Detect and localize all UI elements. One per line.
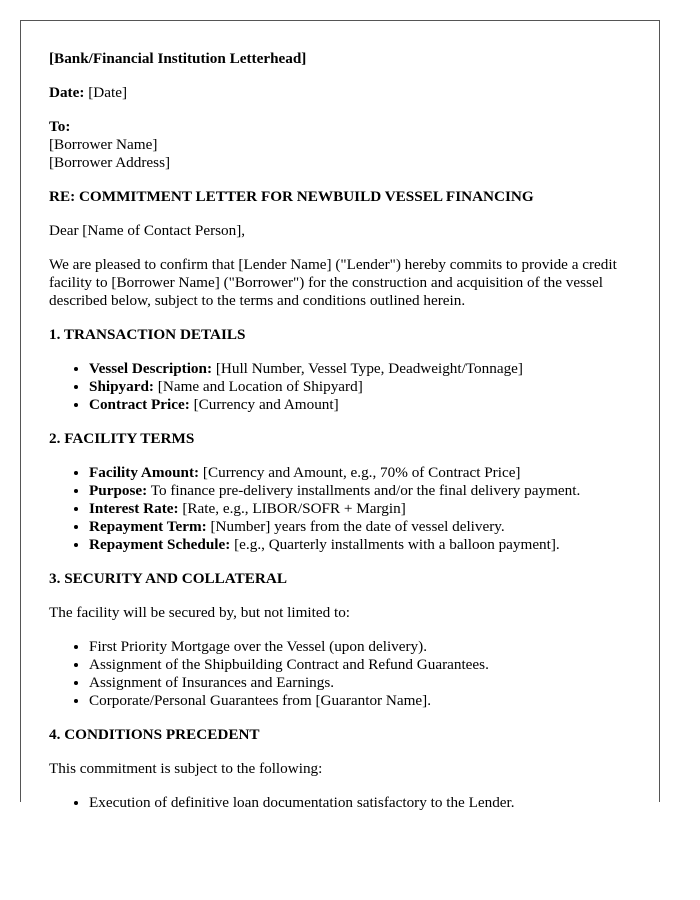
- subject-line: RE: COMMITMENT LETTER FOR NEWBUILD VESSEL FINANCING: [49, 188, 534, 205]
- item-text: To finance pre-delivery installments and/or the final delivery payment.: [150, 482, 581, 499]
- security-list: [49, 638, 639, 710]
- list-item: [89, 396, 639, 414]
- item-label: Purpose:: [89, 482, 148, 499]
- item-text: [Currency and Amount]: [193, 396, 339, 413]
- item-text: [Currency and Amount, e.g., 70% of Contract Price]: [202, 464, 521, 481]
- item-label: Interest Rate:: [89, 500, 179, 517]
- section-heading-conditions: 4. CONDITIONS PRECEDENT: [49, 726, 260, 743]
- conditions-intro: This commitment is subject to the following:: [49, 760, 323, 777]
- to-label: To:: [49, 118, 71, 135]
- list-item: • Execution of definitive loan documentation satisfactory to the Lender.: [89, 794, 639, 812]
- list-item: [89, 482, 639, 500]
- item-label: Shipyard:: [89, 378, 154, 395]
- item-text: [Rate, e.g., LIBOR/SOFR + Margin]: [182, 500, 406, 517]
- letter-page: [20, 20, 660, 811]
- list-item: [89, 518, 639, 536]
- section-heading-facility: 2. FACILITY TERMS: [49, 430, 195, 447]
- date-label: Date:: [49, 84, 85, 101]
- list-item: [89, 360, 639, 378]
- item-label: Vessel Description:: [89, 360, 213, 377]
- letter-content: [49, 50, 639, 828]
- intro-paragraph: We are pleased to confirm that [Lender Name] ("Lender") hereby commits to provide a credit facility to [Borrower Name] ("Borrower") for the construction and acquisition of the vessel described below, subject to the terms and conditions outlined herein.: [49, 256, 617, 309]
- conditions-list: [49, 794, 639, 812]
- date-value: [Date]: [88, 84, 128, 101]
- list-item: • First Priority Mortgage over the Vessel (upon delivery).: [89, 638, 639, 656]
- item-label: Facility Amount:: [89, 464, 200, 481]
- item-text: [Number] years from the date of vessel delivery.: [210, 518, 505, 535]
- item-text: [Name and Location of Shipyard]: [157, 378, 363, 395]
- list-item: • Assignment of Insurances and Earnings.: [89, 674, 639, 692]
- list-item: • Corporate/Personal Guarantees from [Guarantor Name].: [89, 692, 639, 710]
- date-line: [49, 84, 639, 102]
- item-text: [e.g., Quarterly installments with a balloon payment].: [234, 536, 560, 553]
- borrower-name: [Borrower Name]: [49, 136, 158, 153]
- security-intro: The facility will be secured by, but not limited to:: [49, 604, 351, 621]
- salutation: Dear [Name of Contact Person],: [49, 222, 246, 239]
- item-text: [Hull Number, Vessel Type, Deadweight/Tonnage]: [215, 360, 523, 377]
- letterhead: [Bank/Financial Institution Letterhead]: [49, 50, 307, 67]
- section-heading-security: 3. SECURITY AND COLLATERAL: [49, 570, 287, 587]
- facility-list: [49, 464, 639, 554]
- section-heading-transaction: 1. TRANSACTION DETAILS: [49, 326, 246, 343]
- list-item: • Assignment of the Shipbuilding Contract and Refund Guarantees.: [89, 656, 639, 674]
- list-item: [89, 500, 639, 518]
- item-label: Contract Price:: [89, 396, 190, 413]
- item-label: Repayment Term:: [89, 518, 207, 535]
- borrower-address: [Borrower Address]: [49, 154, 171, 171]
- recipient-block: [49, 118, 639, 172]
- list-item: [89, 378, 639, 396]
- list-item: [89, 464, 639, 482]
- transaction-list: [49, 360, 639, 414]
- list-item: [89, 536, 639, 554]
- item-label: Repayment Schedule:: [89, 536, 231, 553]
